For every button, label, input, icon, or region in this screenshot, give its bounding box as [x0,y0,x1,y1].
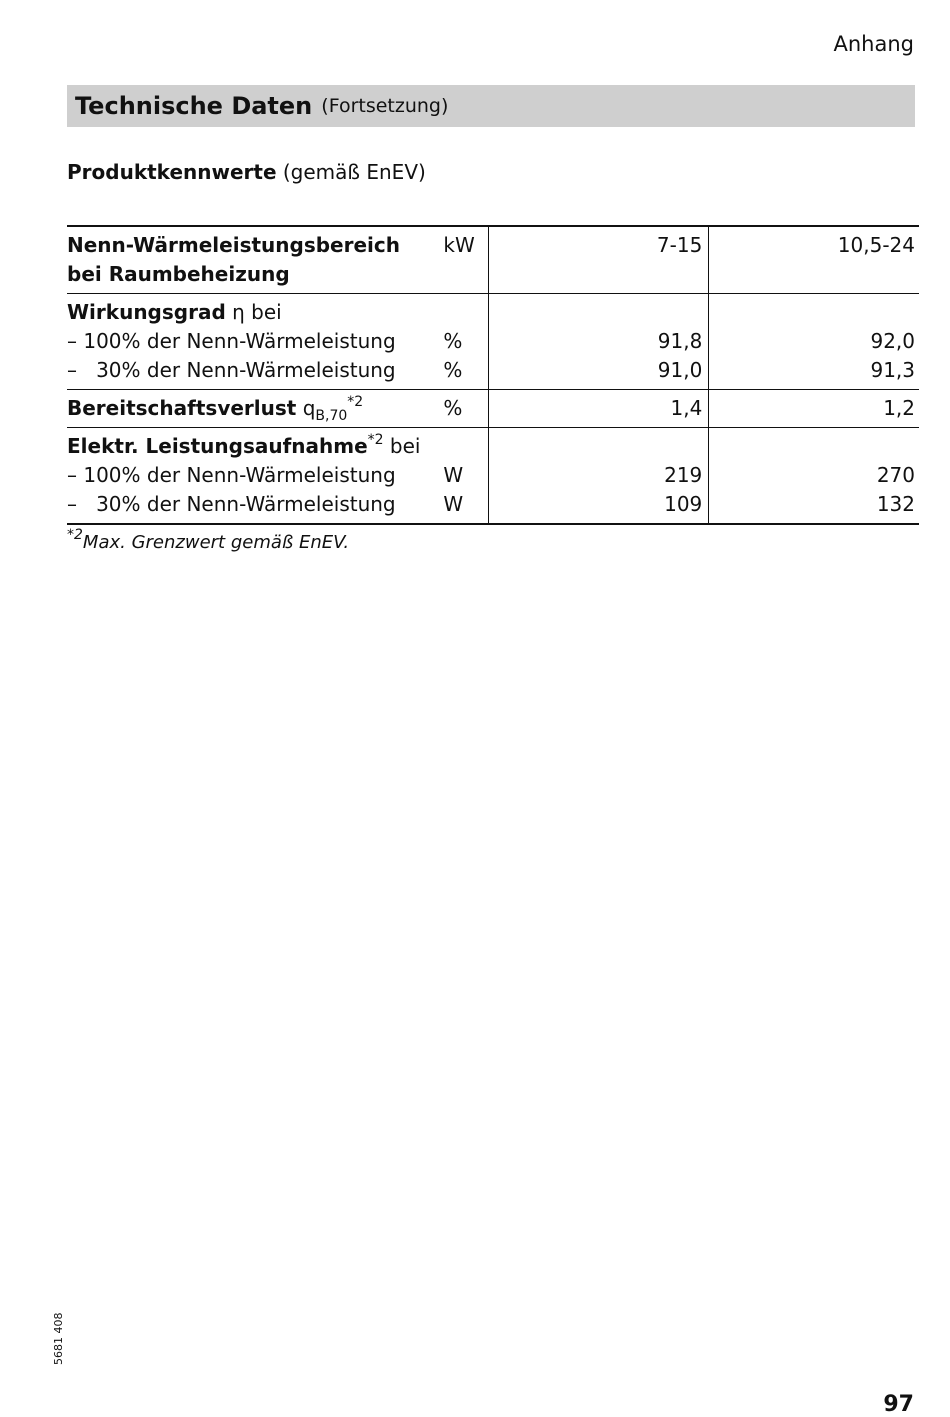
row-sublabel: – 100% der Nenn-Wärmeleistung [67,463,396,487]
cell-value: 109 [664,492,703,516]
row-label [67,294,441,390]
row-symbol: q [302,396,316,420]
row-value-col2 [709,294,919,390]
section-header [67,85,915,127]
row-unit: % [441,390,488,428]
table-row [67,428,919,525]
footnote-marker: *2 [67,527,83,543]
row-value-col1 [489,294,709,390]
row-unit-value: % [443,358,463,382]
row-sublabel: – 30% der Nenn-Wärmeleistung [67,492,396,516]
row-unit [441,294,488,390]
row-label-line: Nenn-Wärmeleistungsbereich [67,233,400,257]
document-number: 5681 408 [52,1312,65,1365]
row-value-col2: 1,2 [709,390,919,428]
row-heading-rest: bei [383,434,421,458]
row-heading-bold: Bereitschaftsverlust [67,396,297,420]
footnote-ref: *2 [347,394,364,410]
cell-value: 92,0 [870,329,915,353]
row-value-col2 [709,428,919,525]
row-value-col1 [489,428,709,525]
subheading [67,160,426,184]
row-label [67,226,441,294]
table-row [67,390,919,428]
row-symbol-subscript: B,70 [315,408,348,424]
row-sublabel: – 30% der Nenn-Wärmeleistung [67,358,396,382]
table-row [67,294,919,390]
section-title: Technische Daten [75,92,313,120]
row-value-col2: 10,5-24 [709,226,919,294]
cell-value: 91,3 [870,358,915,382]
row-value-col1: 7-15 [489,226,709,294]
running-header: Anhang [833,32,914,56]
subheading-bold: Produktkennwerte [67,160,277,184]
row-sublabel: – 100% der Nenn-Wärmeleistung [67,329,396,353]
row-heading-bold: Elektr. Leistungsaufnahme [67,434,368,458]
cell-value: 270 [876,463,915,487]
row-unit [441,428,488,525]
row-value-col1: 1,4 [489,390,709,428]
row-label-line: bei Raumbeheizung [67,262,290,286]
footnote-ref: *2 [367,432,384,448]
row-heading-bold: Wirkungsgrad [67,300,226,324]
table-row [67,226,919,294]
row-unit-value: % [443,329,463,353]
section-subtitle: (Fortsetzung) [321,95,449,117]
row-unit-value: W [443,492,464,516]
page-number: 97 [883,1392,914,1417]
row-label [67,390,441,428]
row-heading [67,432,441,461]
footnote-text: Max. Grenzwert gemäß EnEV. [82,532,350,553]
row-label [67,428,441,525]
row-unit-value: W [443,463,464,487]
row-heading-rest: η bei [225,300,282,324]
cell-value: 219 [664,463,703,487]
row-unit: kW [441,226,488,294]
cell-value: 132 [876,492,915,516]
footnote [67,527,350,553]
spec-table [67,225,919,525]
cell-value: 91,8 [657,329,703,353]
subheading-normal: (gemäß EnEV) [282,160,426,184]
cell-value: 91,0 [657,358,703,382]
row-heading [67,298,441,327]
